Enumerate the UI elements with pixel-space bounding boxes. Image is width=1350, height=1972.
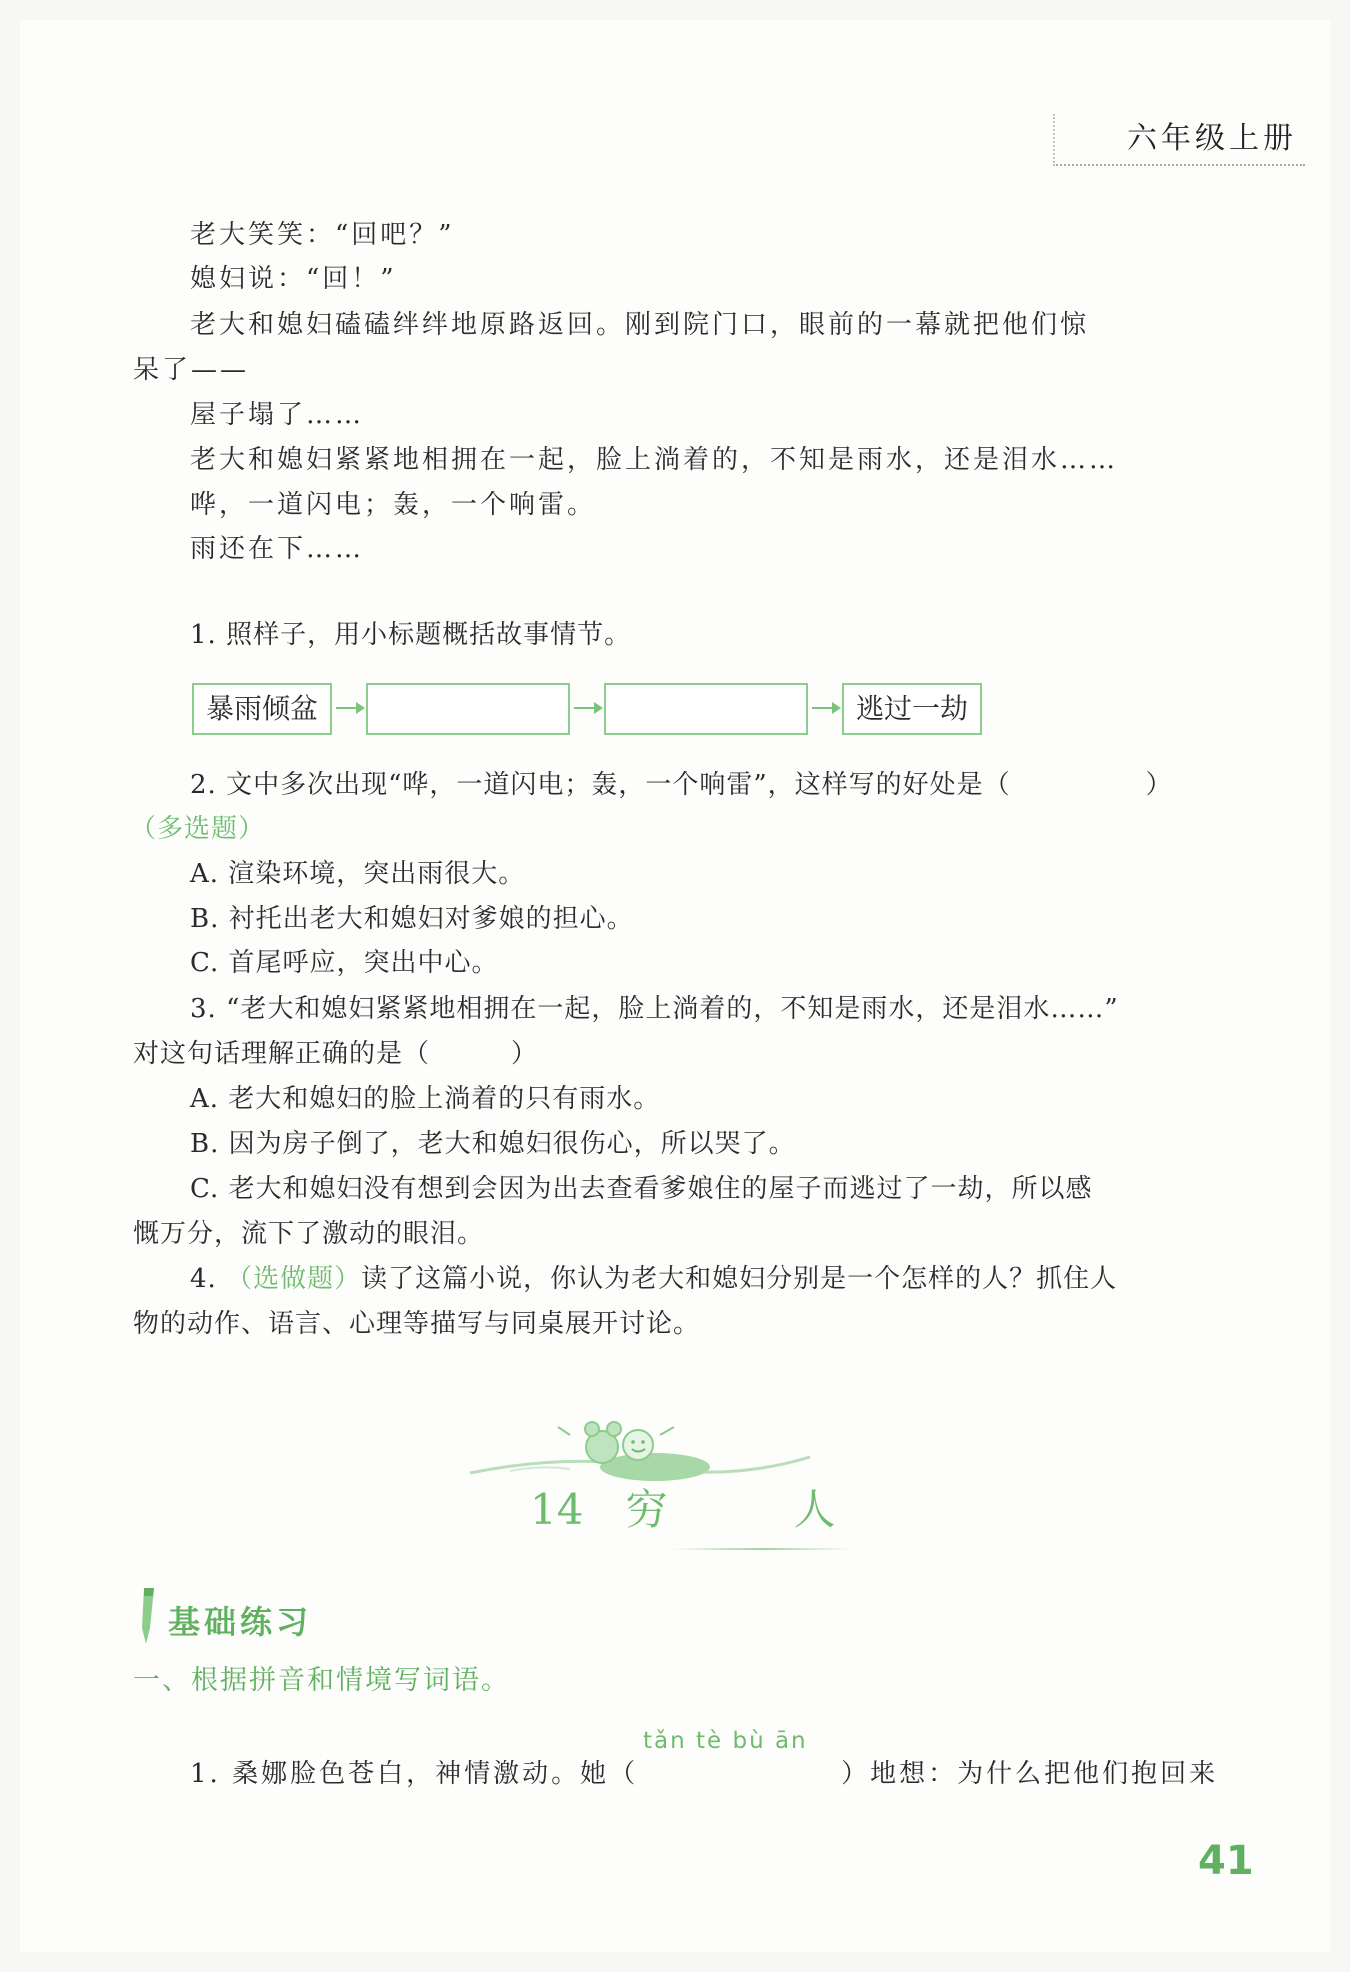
story-line: 媳妇说：“回！”	[190, 264, 397, 294]
option-b[interactable]: B. 因为房子倒了，老大和媳妇很伤心，所以哭了。	[190, 1129, 796, 1159]
subsection-heading: 一、根据拼音和情境写词语。	[133, 1665, 510, 1696]
option-c[interactable]: C. 首尾呼应，突出中心。	[190, 948, 499, 978]
story-line: 呆了——	[133, 355, 250, 385]
plot-answer-box-2[interactable]	[366, 683, 570, 735]
option-a[interactable]: A. 渲染环境，突出雨很大。	[190, 859, 526, 889]
question-4-number: 4.	[190, 1264, 227, 1294]
plot-box-1: 暴雨倾盆	[192, 683, 332, 735]
plot-answer-box-3[interactable]	[604, 683, 808, 735]
lesson-underline	[672, 1548, 852, 1550]
question-4-prompt-cont: 物的动作、语言、心理等描写与同桌展开讨论。	[133, 1309, 701, 1339]
pinyin-hint: tǎn tè bù ān	[643, 1728, 808, 1754]
arrow-right-icon	[574, 696, 604, 720]
page-number: 41	[1198, 1838, 1254, 1884]
story-line: 老大和媳妇紧紧地相拥在一起，脸上淌着的，不知是雨水，还是泪水……	[190, 445, 1119, 475]
story-line: 雨还在下……	[190, 534, 365, 564]
lesson-title: 14 穷 人	[530, 1485, 836, 1534]
question-3-prompt-cont: 对这句话理解正确的是（ ）	[133, 1039, 539, 1069]
question-3-prompt: 3. “老大和媳妇紧紧地相拥在一起，脸上淌着的，不知是雨水，还是泪水……”	[190, 994, 1119, 1024]
story-line: 哗，一道闪电；轰，一个响雷。	[190, 490, 597, 520]
arrow-right-icon	[336, 696, 366, 720]
optional-tag: （选做题）	[226, 1264, 362, 1294]
arrow-right-icon	[812, 696, 842, 720]
section-heading: 基础练习	[168, 1603, 313, 1641]
multi-choice-tag: （多选题）	[130, 814, 266, 844]
story-line: 老大笑笑：“回吧？”	[190, 220, 455, 250]
question-4-text: 读了这篇小说，你认为老大和媳妇分别是一个怎样的人？抓住人	[361, 1264, 1118, 1294]
option-c[interactable]: C. 老大和媳妇没有想到会因为出去查看爹娘住的屋子而逃过了一劫，所以感	[190, 1174, 1093, 1204]
practice-item-1: 1. 桑娜脸色苍白，神情激动。她（ ）地想：为什么把他们抱回来	[190, 1759, 1219, 1789]
story-line: 屋子塌了……	[190, 400, 365, 430]
question-2-prompt: 2. 文中多次出现“哗，一道闪电；轰，一个响雷”，这样写的好处是（ ）	[190, 770, 1173, 800]
question-1-prompt: 1. 照样子，用小标题概括故事情节。	[190, 620, 632, 650]
option-b[interactable]: B. 衬托出老大和媳妇对爹娘的担心。	[190, 904, 634, 934]
question-4-prompt	[190, 1262, 1117, 1296]
story-line: 老大和媳妇磕磕绊绊地原路返回。刚到院门口，眼前的一幕就把他们惊	[190, 310, 1090, 340]
plot-box-4: 逃过一劫	[842, 683, 982, 735]
option-c-cont: 慨万分，流下了激动的眼泪。	[133, 1219, 485, 1249]
pencil-icon	[132, 1584, 162, 1648]
option-a[interactable]: A. 老大和媳妇的脸上淌着的只有雨水。	[190, 1084, 661, 1114]
grade-label: 六年级上册	[1053, 114, 1305, 166]
